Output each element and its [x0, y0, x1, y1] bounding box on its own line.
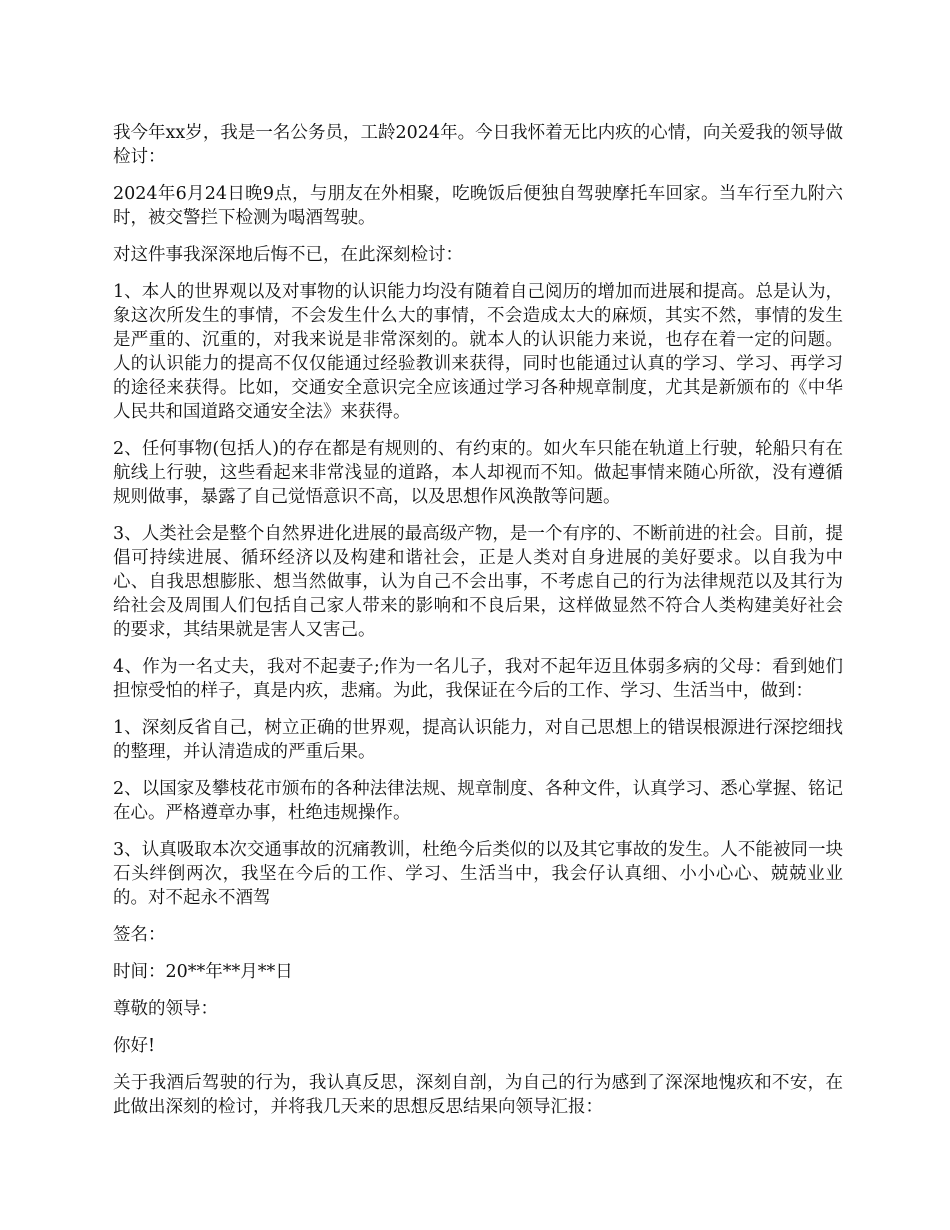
incident-paragraph: 2024年6月24日晚9点，与朋友在外相聚，吃晚饭后便独自驾驶摩托车回家。当车行至九附六时，被交警拦下检测为喝酒驾驶。: [113, 184, 843, 228]
date-line: 时间：20**年**月**日: [113, 962, 293, 982]
pledge-point-3: 3、认真吸取本次交通事故的沉痛教训，杜绝今后类似的以及其它事故的发生。人不能被同一块石头绊倒两次，我坚在今后的工作、学习、生活当中，我会仔认真细、小小心心、兢兢业业的。对不起永不酒驾: [113, 840, 843, 908]
reflection-point-2: 2、任何事物(包括人)的存在都是有规则的、有约束的。如火车只能在轨道上行驶，轮船只有在航线上行驶，这些看起来非常浅显的道路，本人却视而不知。做起事情来随心所欲，没有遵循规则做事，暴露了自己觉悟意识不高，以及思想作风涣散等问题。: [113, 439, 843, 507]
salutation: 尊敬的领导：: [113, 999, 218, 1019]
closing-paragraph: 关于我酒后驾驶的行为，我认真反思，深刻自剖，为自己的行为感到了深深地愧疚和不安，在此做出深刻的检讨，并将我几天来的思想反思结果向领导汇报：: [113, 1073, 843, 1117]
pledge-point-1: 1、深刻反省自己，树立正确的世界观，提高认识能力，对自己思想上的错误根源进行深挖细找的整理，并认清造成的严重后果。: [113, 718, 843, 762]
reflection-point-3: 3、人类社会是整个自然界进化进展的最高级产物，是一个有序的、不断前进的社会。目前，提倡可持续进展、循环经济以及构建和谐社会，正是人类对自身进展的美好要求。以自我为中心、自我思想膨胀、想当然做事，认为自己不会出事，不考虑自己的行为法律规范以及其行为给社会及周围人们包括自己家人带来的影响和不良后果，这样做显然不符合人类构建美好社会的要求，其结果就是害人又害己。: [113, 524, 843, 640]
regret-paragraph: 对这件事我深深地后悔不已，在此深刻检讨：: [113, 245, 463, 265]
intro-paragraph: 我今年xx岁，我是一名公务员，工龄2024年。今日我怀着无比内疚的心情，向关爱我的领导做检讨：: [113, 123, 843, 167]
greeting: 你好!: [113, 1036, 156, 1056]
signature-label: 签名：: [113, 925, 166, 945]
reflection-point-1: 1、本人的世界观以及对事物的认识能力均没有随着自己阅历的增加而进展和提高。总是认为，象这次所发生的事情，不会发生什么大的事情，不会造成太大的麻烦，其实不然，事情的发生是严重的、沉重的，对我来说是非常深刻的。就本人的认识能力来说，也存在着一定的问题。人的认识能力的提高不仅仅能通过经验教训来获得，同时也能通过认真的学习、学习、再学习的途径来获得。比如，交通安全意识完全应该通过学习各种规章制度，尤其是新颁布的《中华人民共和国道路交通安全法》来获得。: [113, 282, 843, 422]
document-body: [113, 121, 843, 1132]
pledge-point-2: 2、以国家及攀枝花市颁布的各种法律法规、规章制度、各种文件，认真学习、悉心掌握、铭记在心。严格遵章办事，杜绝违规操作。: [113, 779, 843, 823]
reflection-point-4: 4、作为一名丈夫，我对不起妻子;作为一名儿子，我对不起年迈且体弱多病的父母：看到她们担惊受怕的样子，真是内疚，悲痛。为此，我保证在今后的工作、学习、生活当中，做到：: [113, 657, 843, 701]
